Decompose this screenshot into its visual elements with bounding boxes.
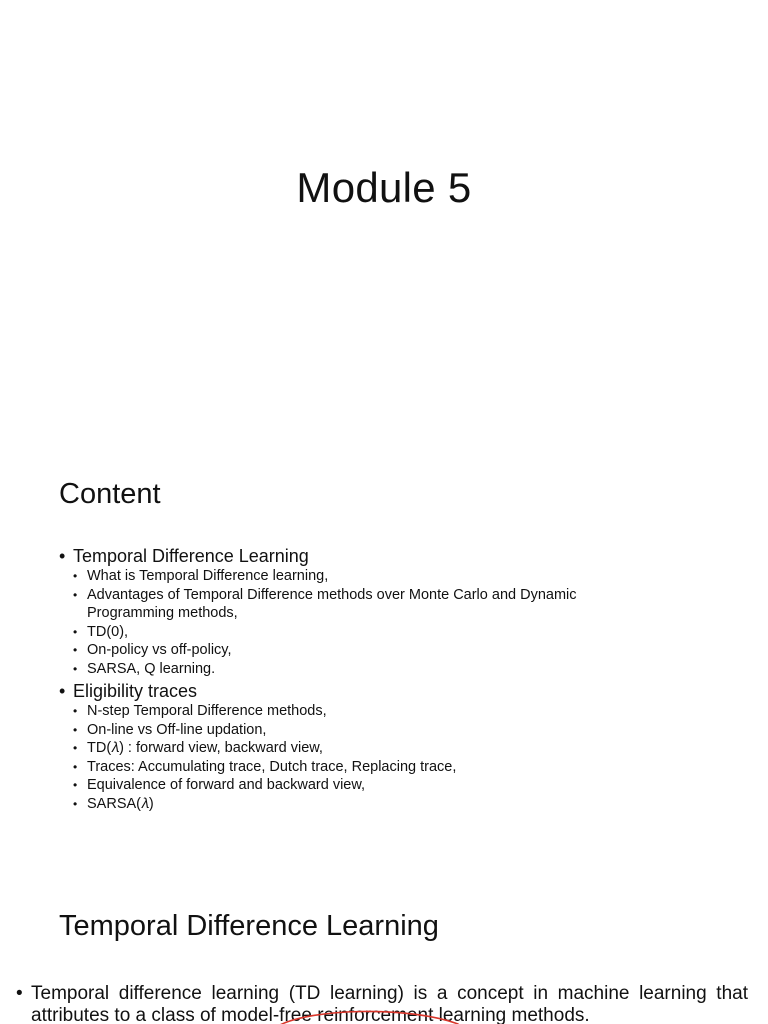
bullet-icon: •: [73, 643, 78, 657]
bullet-icon: •: [59, 546, 66, 566]
sub-list: [73, 702, 659, 813]
content-slide: [0, 432, 768, 864]
list-item-text: SARSA, Q learning.: [87, 660, 216, 677]
section-item: [59, 545, 659, 567]
bullet-icon: •: [73, 587, 78, 602]
list-item-text: Traces: Accumulating trace, Dutch trace, Replacing trace,: [87, 758, 457, 775]
list-item-text: Equivalence of forward and backward view,: [87, 777, 366, 793]
list-item: [73, 660, 659, 679]
list-item-text: What is Temporal Difference learning,: [87, 568, 329, 584]
module-title: Module 5: [296, 164, 472, 211]
content-list: [59, 545, 659, 815]
bullet-icon: •: [73, 661, 78, 676]
list-item: [73, 776, 659, 795]
td-bullet-text: Temporal difference learning (TD learning) is a concept in machine learning that attributes to a class of model-free reinforcement learning methods.: [31, 983, 748, 1024]
list-item-text: SARSA(𝜆): [87, 795, 154, 812]
bullet-icon: •: [59, 681, 66, 701]
content-heading: Content: [59, 478, 161, 510]
td-bullet-list: [16, 983, 748, 1024]
sub-list: [73, 567, 659, 678]
bullet-icon: •: [73, 569, 78, 583]
bullet-icon: •: [73, 759, 78, 774]
list-item: [73, 721, 659, 740]
list-item: [73, 586, 659, 623]
bullet-icon: •: [73, 741, 78, 755]
list-item: [73, 739, 659, 758]
list-item-text: TD(𝜆) : forward view, backward view,: [87, 740, 323, 756]
list-item-text: N-step Temporal Difference methods,: [87, 703, 327, 719]
bullet-icon: •: [73, 778, 78, 792]
list-item: [73, 702, 659, 721]
td-heading: Temporal Difference Learning: [59, 910, 439, 942]
section-label: Eligibility traces: [73, 681, 198, 701]
bullet-icon: •: [73, 796, 78, 811]
list-item: [73, 758, 659, 777]
list-item-text: Advantages of Temporal Difference methods over Monte Carlo and Dynamic Programming methods,: [87, 586, 577, 621]
list-item: [73, 641, 659, 660]
section-label: Temporal Difference Learning: [73, 546, 309, 566]
bullet-icon: •: [73, 624, 78, 639]
list-item-text: On-line vs Off-line updation,: [87, 721, 267, 738]
td-bullet-item: [16, 983, 748, 1024]
bullet-icon: •: [73, 722, 78, 737]
bullet-icon: •: [16, 983, 23, 1004]
section-item: [59, 680, 659, 702]
bullet-icon: •: [73, 704, 78, 718]
list-item-text: On-policy vs off-policy,: [87, 642, 232, 658]
title-slide: [0, 0, 768, 432]
td-slide: [0, 864, 768, 1024]
subsection-container: [59, 702, 659, 813]
list-item: [73, 567, 659, 586]
list-item-text: TD(0),: [87, 623, 129, 640]
list-item: [73, 623, 659, 642]
list-item: [73, 795, 659, 814]
subsection-container: [59, 567, 659, 678]
